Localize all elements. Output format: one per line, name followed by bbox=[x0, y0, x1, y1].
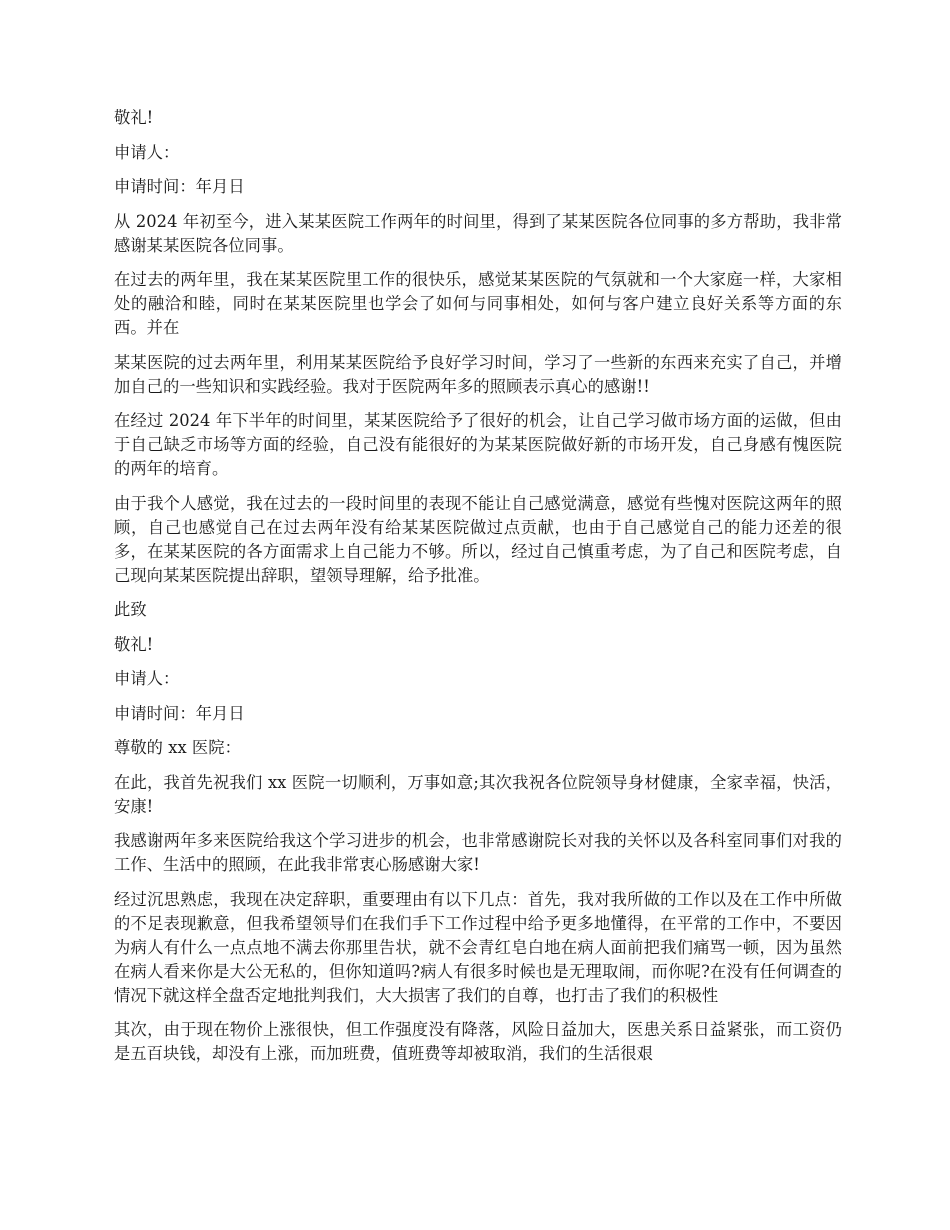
body-paragraph: 某某医院的过去两年里，利用某某医院给予良好学习时间，学习了一些新的东西来充实了自己，并增加自己的一些知识和实践经验。我对于医院两年多的照顾表示真心的感谢!! bbox=[114, 352, 842, 396]
salutation: 尊敬的 xx 医院： bbox=[114, 738, 241, 757]
body-paragraph: 我感谢两年多来医院给我这个学习进步的机会，也非常感谢院长对我的关怀以及各科室同事们对我的工作、生活中的照顾，在此我非常衷心肠感谢大家! bbox=[114, 831, 842, 874]
body-paragraph: 由于我个人感觉，我在过去的一段时间里的表现不能让自己感觉满意，感觉有些愧对医院这两年的照顾，自己也感觉自己在过去两年没有给某某医院做过点贡献，也由于自己感觉自己的能力还差的很多，在某某医院的各方面需求上自己能力不够。所以，经过自己慎重考虑，为了自己和医院考虑，自己现向某某医院提出辞职，望领导理解，给予批准。 bbox=[114, 493, 842, 585]
document-page bbox=[114, 106, 842, 1077]
applicant-line: 申请人： bbox=[114, 669, 180, 688]
application-date-line: 申请时间：年月日 bbox=[114, 177, 245, 196]
body-paragraph: 其次，由于现在物价上涨很快，但工作强度没有降落，风险日益加大，医患关系日益紧张，而工资仍是五百块钱，却没有上涨，而加班费，值班费等却被取消，我们的生活很艰 bbox=[114, 1020, 842, 1063]
body-paragraph: 在经过 2024 年下半年的时间里，某某医院给予了很好的机会，让自己学习做市场方面的运做，但由于自己缺乏市场等方面的经验，自己没有能很好的为某某医院做好新的市场开发，自己身感有愧医院的两年的培育。 bbox=[114, 411, 842, 478]
application-date-line: 申请时间：年月日 bbox=[114, 703, 245, 723]
closing-salute: 敬礼! bbox=[114, 634, 154, 654]
closing-salute: 敬礼! bbox=[114, 108, 154, 127]
body-paragraph: 在此，我首先祝我们 xx 医院一切顺利，万事如意;其次我祝各位院领导身材健康，全家幸福，快活，安康! bbox=[114, 772, 842, 816]
body-paragraph: 在过去的两年里，我在某某医院里工作的很快乐，感觉某某医院的气氛就和一个大家庭一样，大家相处的融洽和睦，同时在某某医院里也学会了如何与同事相处，如何与客户建立良好关系等方面的东西。并在 bbox=[114, 270, 842, 337]
applicant-line: 申请人： bbox=[114, 142, 180, 162]
body-paragraph: 经过沉思熟虑，我现在决定辞职，重要理由有以下几点：首先，我对我所做的工作以及在工作中所做的不足表现歉意，但我希望领导们在我们手下工作过程中给予更多地懂得，在平常的工作中，不要因为病人有什么一点点地不满去你那里告状，就不会青红皂白地在病人面前把我们痛骂一顿，因为虽然在病人看来你是大公无私的，但你知道吗?病人有很多时候也是无理取闹，而你呢?在没有任何调查的情况下就这样全盘否定地批判我们，大大损害了我们的自尊，也打击了我们的积极性 bbox=[114, 889, 842, 1005]
closing-phrase: 此致 bbox=[114, 600, 147, 619]
body-paragraph: 从 2024 年初至今，进入某某医院工作两年的时间里，得到了某某医院各位同事的多方帮助，我非常感谢某某医院各位同事。 bbox=[114, 211, 842, 255]
